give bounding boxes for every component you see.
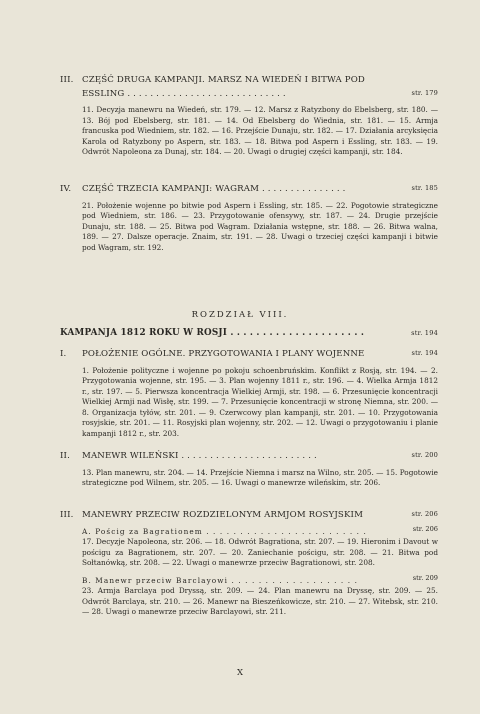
subsection-b-header	[82, 573, 438, 587]
section-title: MANEWRY PRZECIW ROZDZIELONYM ARMJOM ROSYJSKIM	[82, 510, 364, 520]
campaign-title: KAMPANJA 1812 ROKU W ROSJI . . . . . . . . . . . . . . . . . . . . .	[60, 328, 365, 338]
section-number: I.	[60, 349, 67, 359]
section-title: CZĘŚĆ TRZECIA KAMPANJI: WAGRAM . . . . . . . . . . . . . . .	[82, 184, 346, 194]
section-page: str. 185	[411, 184, 438, 192]
section-body: 21. Położenie wojenne po bitwie pod Aspern i Essling, str. 185. — 22. Pogotowie strategiczne pod Wiedniem, str. 186. — 23. Przygotowanie ofensywy, str. 187. — 24. Drugie przejście Dunaju, str. 188. — 25. Bitwa pod Wagram. Działania wstępne, str. 188. — 26. Bitwa walna, 189. — 27. Dalsze operacje. Znaim, str. 191. — 28. Uwagi o trzeciej części kampanji i bitwie pod Wagram, str. 192.	[82, 200, 438, 252]
subsection-page: str. 206	[412, 524, 438, 533]
section-page: str. 206	[411, 510, 438, 518]
subsection-b-body: 23. Armja Barclaya pod Dryssą, str. 209. — 24. Plan manewru na Dryssę, str. 209. — 25. Odwrót Barclaya, str. 210. — 26. Manewr na Bieszeńkowicze, str. 210. — 27. Witebsk, str. 210. — 28. Uwagi o manewrze przeciw Barclayowi, str. 211.	[82, 586, 438, 617]
section-number: III.	[60, 510, 74, 520]
section-header	[60, 348, 438, 362]
toc-section-iv	[60, 183, 438, 253]
subsection-page: str. 209	[412, 573, 438, 582]
section-title: CZĘŚĆ DRUGA KAMPANJI. MARSZ NA WIEDEŃ I BITWA POD ESSLING . . . . . . . . . . . . . . . . . . . . . . . . . . . .	[82, 75, 365, 99]
section-page: str. 194	[411, 349, 438, 357]
subsection-a-header	[82, 524, 438, 538]
section-title: MANEWR WILEŃSKI . . . . . . . . . . . . . . . . . . . . . . . .	[82, 451, 317, 461]
subsection-title: A. Pościg za Bagrationem . . . . . . . . . . . . . . . . . . . . . . . .	[82, 526, 367, 536]
toc-campaign-section-ii	[60, 450, 438, 489]
page-folio: X	[236, 668, 244, 678]
toc-section-iii	[60, 74, 438, 158]
section-number: IV.	[60, 184, 72, 194]
section-body: 11. Decyzja manewru na Wiedeń, str. 179. — 12. Marsz z Ratyzbony do Ebelsberg, str. 180. — 13. Bój pod Ebelsberg, str. 181. — 14. Od Ebelsberg do Wiednia, str. 181. — 15. Armja francuska pod Wiedniem, str. 182. — 16. Przejście Dunaju, str. 182. — 17. Działania arcyksięcia Karola od Ratyzbony po Aspern, str. 183. — 18. Bitwa pod Aspern i Essling, str. 183. — 19. Odwrót Napoleona za Dunaj, str. 184. — 20. Uwagi o drugiej części kampanji, str. 184.	[82, 105, 438, 157]
section-body: 13. Plan manewru, str. 204. — 14. Przejście Niemna i marsz na Wilno, str. 205. — 15. Pogotowie strategiczne pod Wilnem, str. 205. — 16. Uwagi o manewrze wileńskim, str. 206.	[82, 467, 438, 488]
toc-campaign-section-iii	[60, 509, 438, 618]
subsection-title: B. Manewr przeciw Barclayowi . . . . . . . . . . . . . . . . . . .	[82, 575, 359, 585]
section-header	[60, 450, 438, 464]
toc-campaign-section-i	[60, 348, 438, 439]
section-number: III.	[60, 75, 74, 85]
subsection-a-body: 17. Decyzje Napoleona, str. 206. — 18. Odwrót Bagrationa, str. 207. — 19. Hieronim i Davout w pościgu za Bagrationem, str. 207. — 20. Zaniechanie pościgu, str. 208. — 21. Bitwa pod Sołtanówką, str. 208. — 22. Uwagi o manewrze przeciw Bagrationowi, str. 208.	[82, 537, 438, 568]
section-number: II.	[60, 451, 70, 461]
chapter-heading: ROZDZIAŁ VIII.	[191, 310, 289, 320]
section-body: 1. Położenie polityczne i wojenne po pokoju schoenbruńskim. Konflikt z Rosją, str. 194. — 2. Przygotowania wojenne, str. 195. — 3. Plan wojenny 1811 r., str. 196. — 4. Wielka Armja 1812 r., str. 197. — 5. Pierwsza koncentracja Wielkiej Armji, str. 198. — 6. Przesunięcie koncentracji Wielkiej Armji nad Wisłę, str. 199. — 7. Przesunięcie koncentracji w stronę Niemna, str. 200. — 8. Organizacja tyłów, str. 201. — 9. Czerwcowy plan kampanji, str. 201. — 10. Przygotowania rosyjskie, str. 201. — 11. Rosyjski plan wojenny, str. 202. — 12. Uwagi o przygotowaniu i planie kampanji 1812 r., str. 203.	[82, 365, 438, 438]
section-header	[60, 509, 438, 523]
section-title: POŁOŻENIE OGÓLNE. PRZYGOTOWANIA I PLANY WOJENNE	[82, 349, 365, 359]
section-page: str. 200	[411, 451, 438, 459]
campaign-page: str. 194	[411, 329, 438, 337]
section-header	[60, 74, 438, 101]
campaign-heading	[60, 328, 438, 338]
section-page: str. 179	[411, 88, 438, 97]
section-header	[60, 183, 438, 197]
